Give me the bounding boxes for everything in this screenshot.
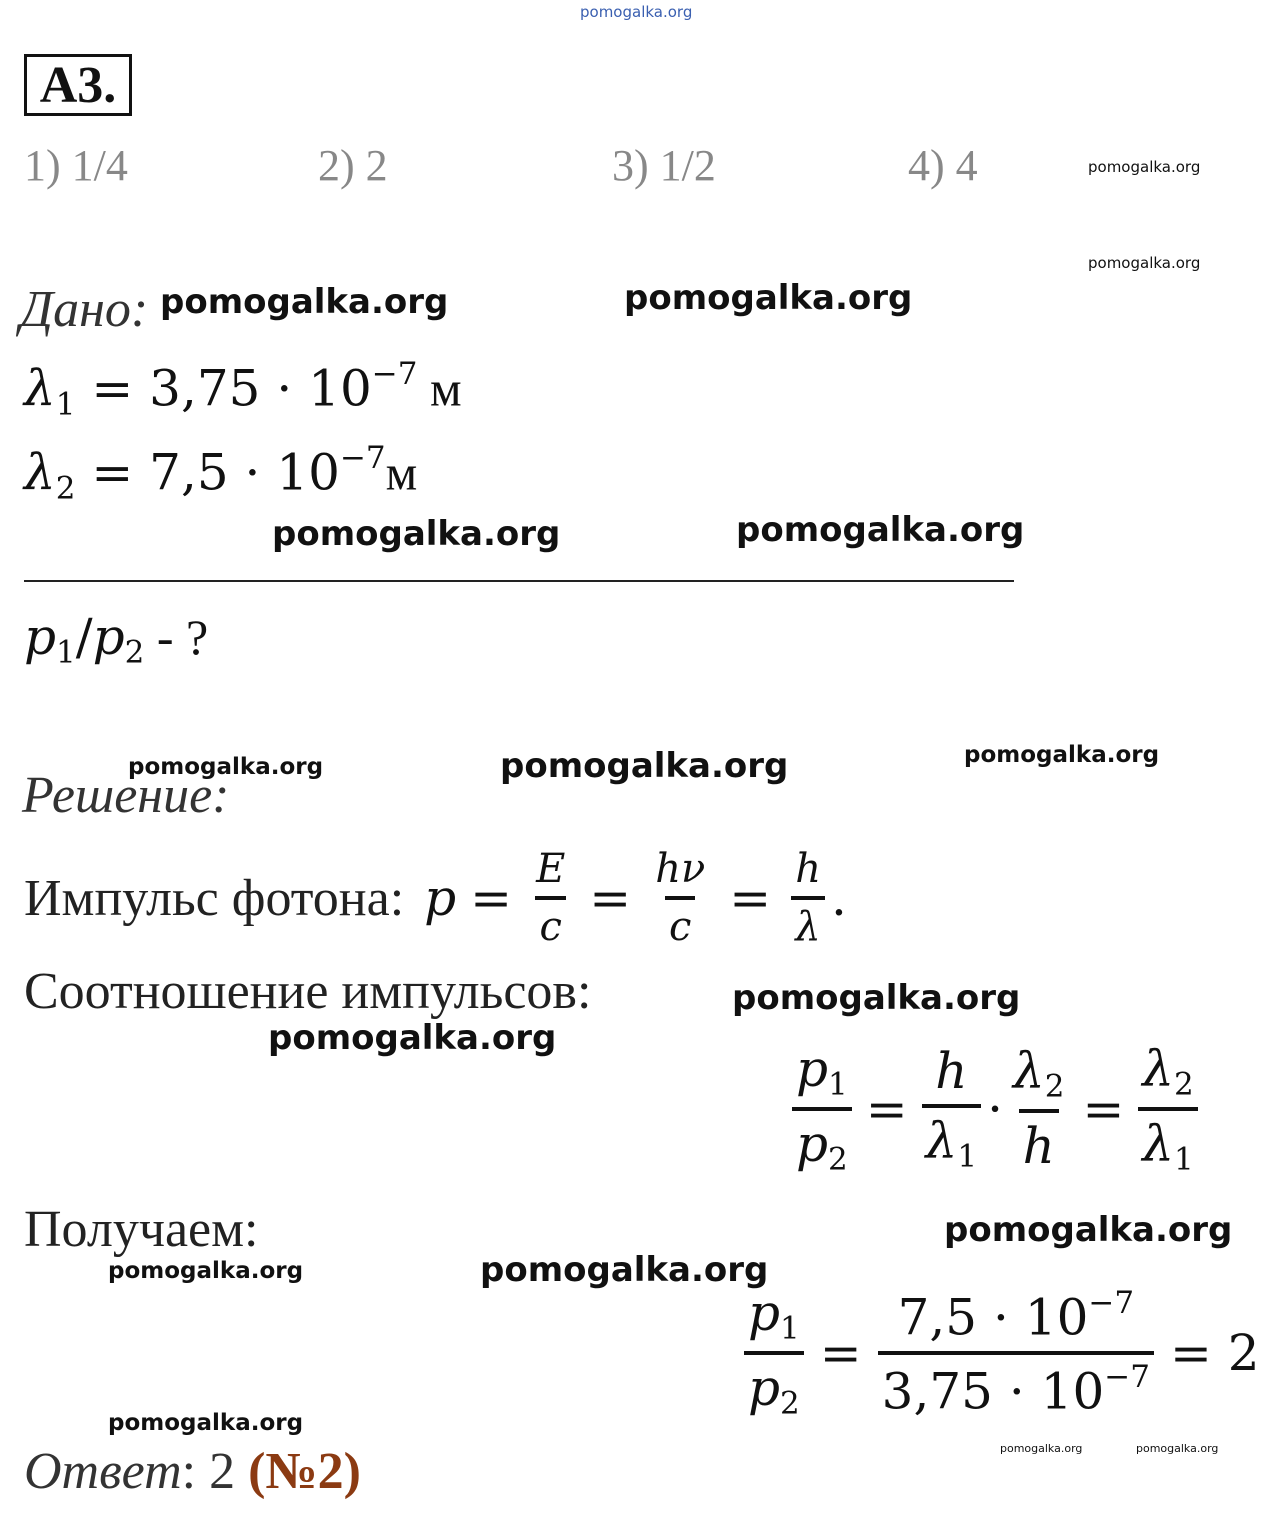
multiply: · — [987, 1079, 1003, 1138]
result-value: = 2 — [1170, 1323, 1260, 1382]
watermark-top: pomogalka.org — [580, 3, 693, 21]
find-expression — [24, 608, 208, 671]
lambda-symbol: λ — [24, 443, 56, 502]
index: 2 — [780, 1385, 800, 1422]
index: 1 — [1174, 1141, 1194, 1178]
slash: / — [75, 608, 93, 666]
option-4: 4) 4 — [908, 141, 978, 190]
equals: = — [819, 1323, 862, 1382]
index: 1 — [828, 1066, 848, 1103]
divider — [24, 580, 1014, 582]
option-1: 1) 1/4 — [24, 141, 128, 190]
answer-value: : 2 — [181, 1443, 249, 1500]
watermark: pomogalka.org — [964, 742, 1160, 768]
watermark: pomogalka.org — [1000, 1442, 1083, 1455]
lambda1-mantissa: = 3,75 · 10 — [91, 359, 372, 418]
momentum-formula — [24, 846, 847, 950]
watermark: pomogalka.org — [268, 1018, 557, 1058]
fraction-E-c — [532, 846, 569, 950]
numerator: E — [536, 846, 566, 892]
denominator: h — [1019, 1109, 1059, 1175]
equals: = — [470, 869, 513, 927]
index: 1 — [957, 1139, 978, 1175]
p-symbol: p — [796, 1040, 829, 1098]
lambda1-unit: м — [417, 360, 462, 417]
denominator-value: 3,75 · 10 — [881, 1362, 1105, 1421]
p-symbol: p — [424, 869, 457, 927]
equals: = — [1082, 1079, 1125, 1138]
index: 2 — [1044, 1069, 1065, 1105]
watermark: pomogalka.org — [128, 754, 324, 780]
lambda2-exponent: −7 — [339, 440, 386, 476]
fraction-h-lambda — [791, 846, 825, 950]
nu-symbol: ν — [680, 846, 706, 892]
lambda-symbol: λ — [24, 359, 56, 418]
fraction-h-lambda1 — [922, 1042, 981, 1175]
lambda2-mantissa: = 7,5 · 10 — [91, 443, 340, 502]
fraction-lambda2-h — [1009, 1042, 1068, 1175]
numerator — [651, 846, 709, 896]
watermark: pomogalka.org — [944, 1210, 1233, 1250]
answer-number: (№2) — [248, 1443, 361, 1500]
p-symbol: p — [92, 608, 125, 666]
watermark: pomogalka.org — [624, 278, 913, 318]
equals: = — [865, 1079, 908, 1138]
p-symbol: p — [748, 1284, 781, 1342]
lambda2-equation — [24, 440, 417, 506]
equals: = — [729, 869, 772, 927]
p-symbol: p — [796, 1114, 829, 1173]
answer — [24, 1442, 361, 1501]
option-2: 2) 2 — [318, 141, 388, 190]
index: 1 — [780, 1310, 800, 1347]
numerator: h — [935, 1042, 968, 1101]
denominator: λ — [791, 896, 824, 950]
fraction-p1-p2 — [792, 1040, 852, 1177]
fraction-hnu-c — [651, 846, 709, 950]
period: . — [830, 869, 847, 927]
lambda-symbol: λ — [1013, 1042, 1045, 1101]
result-formula — [738, 1284, 1260, 1421]
lambda2-index: 2 — [55, 470, 76, 507]
fraction-lambda2-lambda1 — [1138, 1040, 1197, 1177]
lambda-symbol: λ — [1142, 1114, 1175, 1173]
index: 2 — [124, 634, 145, 671]
ratio-label: Соотношение импульсов: — [24, 963, 592, 1020]
watermark: pomogalka.org — [272, 514, 561, 554]
watermark: pomogalka.org — [480, 1250, 769, 1290]
equals: = — [589, 869, 632, 927]
answer-label: Ответ — [24, 1443, 182, 1500]
watermark: pomogalka.org — [1088, 158, 1201, 176]
denominator: c — [665, 896, 695, 950]
lambda-symbol: λ — [1142, 1040, 1175, 1098]
option-3: 3) 1/2 — [612, 141, 716, 190]
watermark: pomogalka.org — [1088, 254, 1201, 272]
watermark: pomogalka.org — [160, 282, 449, 322]
watermark: pomogalka.org — [500, 746, 789, 786]
fraction-p1-p2 — [744, 1284, 804, 1421]
numerator-value: 7,5 · 10 — [897, 1288, 1089, 1347]
h-symbol: h — [655, 846, 681, 892]
numerator: h — [795, 846, 821, 892]
index: 2 — [1174, 1066, 1194, 1103]
denominator: c — [535, 896, 565, 950]
exponent: −7 — [1104, 1358, 1150, 1395]
watermark: pomogalka.org — [108, 1410, 304, 1436]
watermark: pomogalka.org — [108, 1258, 304, 1284]
p-symbol: p — [24, 608, 57, 666]
watermark: pomogalka.org — [736, 510, 1025, 550]
given-heading: Дано: — [20, 281, 149, 338]
lambda1-index: 1 — [55, 386, 76, 423]
solution-heading: Решение: — [22, 767, 230, 824]
fraction-values — [878, 1285, 1154, 1420]
lambda2-unit: м — [385, 444, 418, 501]
result-label: Получаем: — [24, 1201, 259, 1258]
lambda1-exponent: −7 — [371, 356, 418, 392]
p-symbol: p — [748, 1358, 781, 1417]
question: - ? — [144, 609, 209, 665]
lambda-symbol: λ — [925, 1112, 958, 1171]
problem-label: А3. — [24, 54, 132, 116]
lambda1-equation — [24, 356, 462, 422]
index: 1 — [56, 634, 76, 671]
exponent: −7 — [1088, 1284, 1135, 1321]
ratio-formula — [786, 1040, 1204, 1177]
watermark: pomogalka.org — [732, 978, 1021, 1018]
watermark: pomogalka.org — [1136, 1442, 1219, 1455]
momentum-label: Импульс фотона: — [24, 869, 405, 927]
index: 2 — [828, 1141, 848, 1178]
